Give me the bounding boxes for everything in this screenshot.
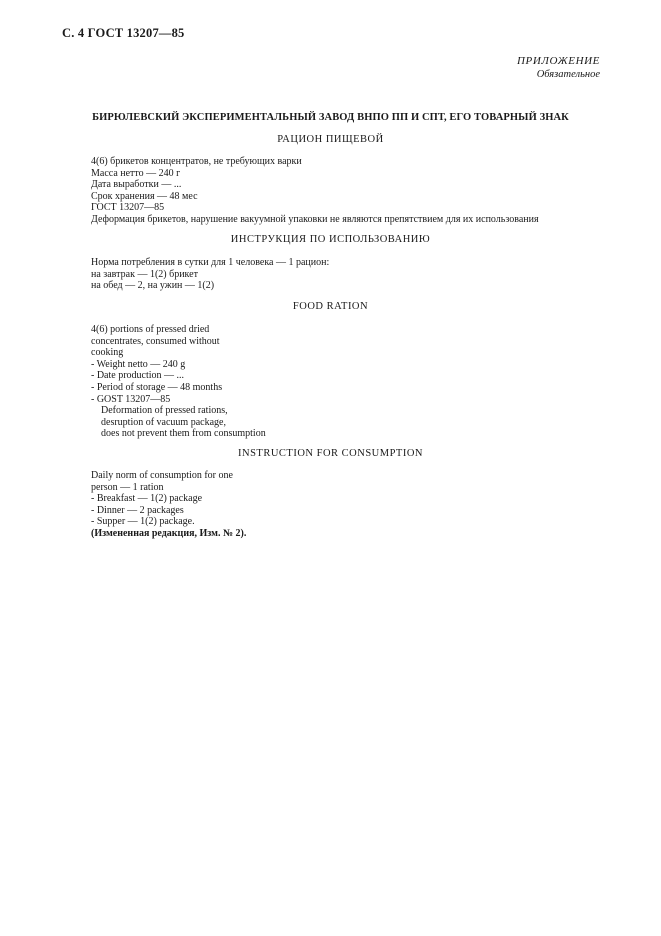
text-line: 4(6) portions of pressed dried <box>91 324 210 335</box>
text-line: Деформация брикетов, нарушение вакуумной упаковки не являются препятствием для их использования <box>91 213 539 225</box>
text-line: Норма потребления в сутки для 1 человека — 1 рацион: <box>91 257 330 268</box>
list-item: - Supper — 1(2) package. <box>91 516 195 528</box>
text-line: desruption of vacuum package, <box>101 416 226 428</box>
section-heading-en-instruction: INSTRUCTION FOR CONSUMPTION <box>237 448 424 459</box>
running-head: С. 4 ГОСТ 13207—85 <box>62 26 185 40</box>
text-line: на обед — 2, на ужин — 1(2) <box>91 280 215 292</box>
section-body-en-ration <box>91 324 266 440</box>
list-item: - Dinner — 2 packages <box>91 504 184 516</box>
list-item: - Weight netto — 240 g <box>91 358 186 370</box>
amendment-note: (Измененная редакция, Изм. № 2). <box>91 527 247 539</box>
list-item: - GOST 13207—85 <box>91 393 171 405</box>
document-title: БИРЮЛЕВСКИЙ ЭКСПЕРИМЕНТАЛЬНЫЙ ЗАВОД ВНПО ПП И СПТ, ЕГО ТОВАРНЫЙ ЗНАК <box>92 112 569 123</box>
text-line: cooking <box>91 347 124 359</box>
text-line: person — 1 ration <box>91 481 164 493</box>
section-body-ru-instruction <box>91 257 329 292</box>
appendix-title: ПРИЛОЖЕНИЕ <box>517 55 600 67</box>
section-body-ru-ration <box>91 156 539 226</box>
text-line: concentrates, consumed without <box>91 335 220 347</box>
text-line: Срок хранения — 48 мес <box>91 190 198 202</box>
text-line: Daily norm of consumption for one <box>91 470 233 481</box>
text-line: Deformation of pressed rations, <box>101 405 228 417</box>
text-line: на завтрак — 1(2) брикет <box>91 268 198 280</box>
appendix-subtitle: Обязательное <box>536 69 600 80</box>
text-line: ГОСТ 13207—85 <box>91 202 165 214</box>
text-line: 4(6) брикетов концентратов, не требующих варки <box>91 156 302 167</box>
appendix-label <box>517 55 600 81</box>
text-line: Дата выработки — ... <box>91 179 182 191</box>
list-item: - Period of storage — 48 months <box>91 381 223 393</box>
section-heading-en-ration: FOOD RATION <box>292 301 369 312</box>
text-line: does not prevent them from consumption <box>101 428 266 440</box>
text-line: Масса нетто — 240 г <box>91 167 181 179</box>
list-item: - Breakfast — 1(2) package <box>91 493 203 505</box>
section-heading-ru-instruction: ИНСТРУКЦИЯ ПО ИСПОЛЬЗОВАНИЮ <box>230 234 431 245</box>
section-body-en-instruction <box>91 470 246 540</box>
section-heading-ru-ration: РАЦИОН ПИЩЕВОЙ <box>277 134 384 145</box>
list-item: - Date production — ... <box>91 370 185 382</box>
